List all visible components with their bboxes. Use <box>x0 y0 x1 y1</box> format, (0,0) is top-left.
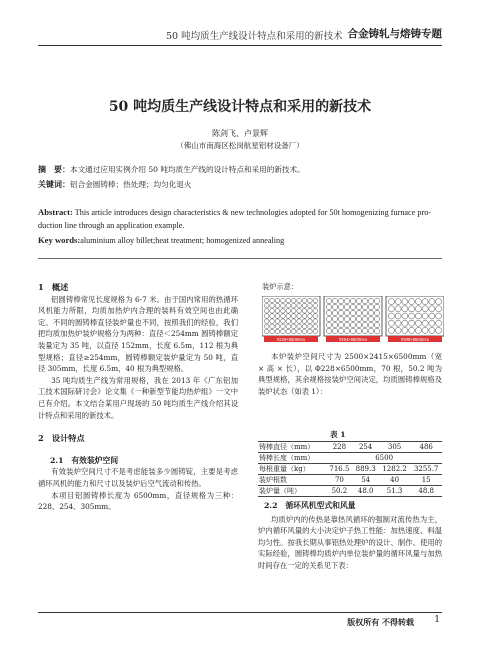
paragraph: 均质炉内的传热是靠热风循环的强制对流传热为主，炉内循环风量的大小决定炉子热工性能：加热速度、料温均匀性。按我长期从事铝热处理炉的设计、制作、使用的实际经验，圆铸棒均质炉内单位装炉量的循环风量与加热时间存在一定的关系见下表： <box>258 514 442 570</box>
billet-section <box>302 303 307 308</box>
billet-section <box>264 303 269 308</box>
billet-section <box>415 299 421 305</box>
billet-section <box>422 313 428 319</box>
billet-section <box>338 316 343 321</box>
billet-section <box>326 322 331 327</box>
billet-section <box>332 298 337 303</box>
billet-section <box>302 314 307 319</box>
billet-section <box>395 320 401 326</box>
billet-section <box>313 298 318 303</box>
billet-section <box>297 324 302 329</box>
billet-section <box>308 319 313 324</box>
abstract-en <box>38 206 442 232</box>
billet-section <box>275 314 280 319</box>
billet-section <box>429 327 435 333</box>
billet-section <box>313 329 318 334</box>
billet-section <box>326 328 331 333</box>
billet-section <box>402 320 408 326</box>
billet-section <box>362 298 367 303</box>
billet-section <box>275 329 280 334</box>
billet-section <box>422 306 428 312</box>
billet-section <box>395 299 401 305</box>
billet-section <box>436 313 442 319</box>
billet-section <box>388 313 394 319</box>
section-2-2-heading: 2.2 循环风机型式和风量 <box>264 501 356 510</box>
billet-section <box>368 298 373 303</box>
billet-section <box>374 298 379 303</box>
billet-section <box>409 299 415 305</box>
billet-section <box>356 298 361 303</box>
running-title: 50 吨均质生产线设计特点和采用的新技术 <box>166 31 343 42</box>
billet-section <box>374 316 379 321</box>
paragraph: 本炉装炉空间尺寸为 2500×2415×6500mm（宽 × 高 × 长），以 Φ228×6500mm，70 根，50.2 吨为典型规格，其余规格按装炉空间决定，均质圆铸棒规格及装炉状态（如表 1）： <box>258 352 442 396</box>
billet-section <box>264 314 269 319</box>
billet-section <box>344 316 349 321</box>
billet-section <box>368 322 373 327</box>
billet-section <box>326 310 331 315</box>
keywords-en-text: aluminium alloy billet;heat treatment; homogenized annealing <box>80 236 285 245</box>
billet-section <box>264 324 269 329</box>
billet-section <box>270 314 275 319</box>
table-row: 铸棒直径（mm） 228 254 305 486 <box>258 442 442 453</box>
billet-section <box>308 324 313 329</box>
billet-section <box>275 303 280 308</box>
billet-section <box>368 310 373 315</box>
billet-section <box>281 329 286 334</box>
billet-section <box>286 319 291 324</box>
billet-section <box>270 329 275 334</box>
billet-section <box>308 314 313 319</box>
billet-section <box>338 304 343 309</box>
billet-section <box>326 298 331 303</box>
billet-section <box>374 310 379 315</box>
billet-section <box>286 324 291 329</box>
billet-section <box>281 314 286 319</box>
billet-section <box>402 327 408 333</box>
billet-section <box>286 329 291 334</box>
abstract-en-label: Abstract: <box>38 207 73 217</box>
billet-section <box>297 298 302 303</box>
article-title: 50 吨均质生产线设计特点和采用的新技术 <box>108 99 372 115</box>
copyright-notice: 版权所有 不得转载 <box>347 617 414 627</box>
page-number: 1 <box>434 615 440 625</box>
billet-section <box>308 303 313 308</box>
billet-section <box>409 306 415 312</box>
billet-section <box>344 310 349 315</box>
abstract-label: 摘 要： <box>38 164 70 174</box>
billet-section <box>286 303 291 308</box>
keywords-en-label: Key words: <box>38 235 81 245</box>
billet-section <box>362 328 367 333</box>
billet-section <box>415 306 421 312</box>
billet-section <box>338 322 343 327</box>
billet-section <box>270 303 275 308</box>
billet-section <box>332 328 337 333</box>
billet-section <box>281 309 286 314</box>
journal-name: 合金铸轧与熔铸专题 <box>347 28 442 40</box>
billet-section <box>356 328 361 333</box>
loading-panel-228 <box>262 296 320 342</box>
abstract-en-line-2: duction line through an application example. <box>38 220 185 230</box>
billet-section <box>356 322 361 327</box>
billet-section <box>270 298 275 303</box>
keywords-en <box>38 234 442 248</box>
table-row: 每根重量（kg） 716.5 889.3 1282.2 3255.7 <box>258 464 442 475</box>
billet-section <box>264 329 269 334</box>
billet-section <box>356 316 361 321</box>
billet-section <box>368 328 373 333</box>
billet-section <box>356 310 361 315</box>
billet-section <box>291 303 296 308</box>
left-column <box>38 282 238 513</box>
billet-section <box>313 309 318 314</box>
billet-section <box>374 328 379 333</box>
billet-section <box>350 310 355 315</box>
billet-section <box>281 319 286 324</box>
billet-section <box>264 309 269 314</box>
billet-section <box>429 320 435 326</box>
affiliation: （佛山市南海区松岗航星铝材设备厂） <box>176 141 304 150</box>
billet-section <box>291 309 296 314</box>
billet-section <box>264 319 269 324</box>
section-2-heading: 2 设计特点 <box>38 433 85 444</box>
billet-section <box>313 303 318 308</box>
billet-section <box>286 309 291 314</box>
billet-section <box>291 319 296 324</box>
billet-section <box>362 310 367 315</box>
billet-section <box>350 328 355 333</box>
billet-section <box>395 327 401 333</box>
billet-section <box>422 327 428 333</box>
billet-section <box>297 319 302 324</box>
billet-section <box>281 303 286 308</box>
keywords-text: 铝合金圆铸棒；热处理；均匀化退火 <box>70 180 192 189</box>
billet-section <box>344 322 349 327</box>
billet-section <box>291 324 296 329</box>
billet-section <box>374 322 379 327</box>
billet-section <box>326 316 331 321</box>
section-2-1-heading: 2.1 有效装炉空间 <box>50 455 119 465</box>
billet-section <box>313 319 318 324</box>
keywords-zh <box>38 178 442 191</box>
billet-section <box>356 304 361 309</box>
billet-section <box>436 306 442 312</box>
billet-section <box>362 316 367 321</box>
billet-section <box>308 329 313 334</box>
abstract-zh <box>38 163 442 176</box>
billet-section <box>415 320 421 326</box>
billet-section <box>270 309 275 314</box>
billet-section <box>388 320 394 326</box>
billet-section <box>275 324 280 329</box>
table-row: 装炉根数 70 54 40 15 <box>258 475 442 486</box>
billet-section <box>291 298 296 303</box>
billet-section <box>297 309 302 314</box>
table-title: 表 1 <box>330 430 346 439</box>
right-column-top <box>258 351 442 397</box>
billet-section <box>291 314 296 319</box>
billet-section <box>409 313 415 319</box>
billet-section <box>368 304 373 309</box>
billet-section <box>286 298 291 303</box>
billet-section <box>429 306 435 312</box>
billet-section <box>297 303 302 308</box>
billet-section <box>362 322 367 327</box>
billet-section <box>291 329 296 334</box>
billet-section <box>302 309 307 314</box>
loading-panel-254 <box>324 296 382 342</box>
section-1-heading: 1 概述 <box>38 282 69 292</box>
billet-section <box>270 324 275 329</box>
billet-section <box>264 298 269 303</box>
billet-section <box>402 299 408 305</box>
page-header <box>38 24 442 46</box>
billet-section <box>436 320 442 326</box>
billet-section <box>275 298 280 303</box>
billet-section <box>350 298 355 303</box>
billet-section <box>429 313 435 319</box>
abstract-en-line-1: This article introduces design characteristics & new technologies adopted for 50t homogenizing furnace pro- <box>74 208 432 217</box>
billet-section <box>297 329 302 334</box>
billet-section <box>326 304 331 309</box>
keywords-label: 关键词： <box>38 179 70 189</box>
table-row: 铸棒长度（mm） 6500 <box>258 453 442 464</box>
billet-section <box>332 304 337 309</box>
billet-section <box>281 298 286 303</box>
billet-section <box>338 310 343 315</box>
loading-panel-305 <box>386 296 444 342</box>
caption-228: #228×6500mm <box>276 337 306 342</box>
billet-section <box>344 298 349 303</box>
billet-section <box>402 306 408 312</box>
billet-section <box>368 316 373 321</box>
abstract-text: 本文通过应用实例介绍 50 吨均质生产线的设计特点和采用的新技术。 <box>70 165 305 174</box>
billet-section <box>308 309 313 314</box>
billet-section <box>350 304 355 309</box>
billet-section <box>302 324 307 329</box>
billet-section <box>436 299 442 305</box>
billet-section <box>344 328 349 333</box>
billet-table <box>258 441 442 497</box>
billet-section <box>338 328 343 333</box>
billet-section <box>308 298 313 303</box>
billet-section <box>297 314 302 319</box>
billet-section <box>338 298 343 303</box>
billet-section <box>395 306 401 312</box>
billet-section <box>302 298 307 303</box>
table-row: 装炉量（吨） 50.2 48.0 51.3 48.8 <box>258 486 442 497</box>
billet-section <box>436 327 442 333</box>
billet-section <box>332 310 337 315</box>
caption-254: #254×6500mm <box>338 337 368 342</box>
paragraph: 有效装炉空间尺寸不是考虑能装多少圆铸锭，主要是考虑循环风机的能力和尺寸以及装炉后空气流动和传热。 <box>38 467 238 488</box>
billet-section <box>313 314 318 319</box>
billet-section <box>281 324 286 329</box>
billet-section <box>270 319 275 324</box>
billet-section <box>388 327 394 333</box>
paragraph: 本项目铝圆铸棒长度为 6500mm，直径规格为三种：228、254、305mm。 <box>38 490 238 512</box>
billet-section <box>302 329 307 334</box>
billet-section <box>374 304 379 309</box>
billet-section <box>388 299 394 305</box>
billet-section <box>286 314 291 319</box>
billet-section <box>275 319 280 324</box>
billet-section <box>409 327 415 333</box>
billet-section <box>422 320 428 326</box>
authors: 陈剑飞、卢景辉 <box>212 129 268 138</box>
billet-section <box>402 313 408 319</box>
billet-section <box>313 324 318 329</box>
billet-section <box>302 319 307 324</box>
divider <box>38 258 442 259</box>
billet-section <box>415 313 421 319</box>
footer-divider <box>38 612 442 613</box>
billet-section <box>344 304 349 309</box>
billet-section <box>350 322 355 327</box>
billet-section <box>332 316 337 321</box>
paragraph: 35 吨均质生产线为常用规格，我在 2013 年《广东铝加工技术国际研讨会》论文集《一种新型节能均热炉组》一文中已有介绍。本文结合某用户现场的 50 吨均质生产线介绍其设计特点和采用的新技术。 <box>38 375 238 420</box>
billet-section <box>275 309 280 314</box>
billet-section <box>388 306 394 312</box>
paragraph: 铝圆铸棒常见长度规格为 6-7 米。由于国内常用的热循环风机能力所限，均质加热炉内合理的装料有效空间也由此确定。不同的圆铸棒直径装炉量也不同，按照我们的经验，我们把均质加热炉装炉规格分为两种：直径＜254mm 圆铸棒额定装量定为 35 吨，以直径 152mm，长度 6.5m，112 根为典型规格；直径≥254mm，圆铸棒额定装炉量定为 50 吨，直径 305mm，长度 6.5m，40 根为典型规格。 <box>38 294 238 374</box>
figure-label: 装炉示意： <box>262 282 298 291</box>
right-column-bottom <box>258 500 442 572</box>
billet-section <box>362 304 367 309</box>
furnace-loading-diagram <box>262 296 444 344</box>
caption-305: #305×6500mm <box>400 337 430 342</box>
billet-section <box>422 299 428 305</box>
billet-section <box>350 316 355 321</box>
billet-section <box>395 313 401 319</box>
billet-section <box>409 320 415 326</box>
billet-section <box>332 322 337 327</box>
billet-section <box>429 299 435 305</box>
billet-section <box>415 327 421 333</box>
